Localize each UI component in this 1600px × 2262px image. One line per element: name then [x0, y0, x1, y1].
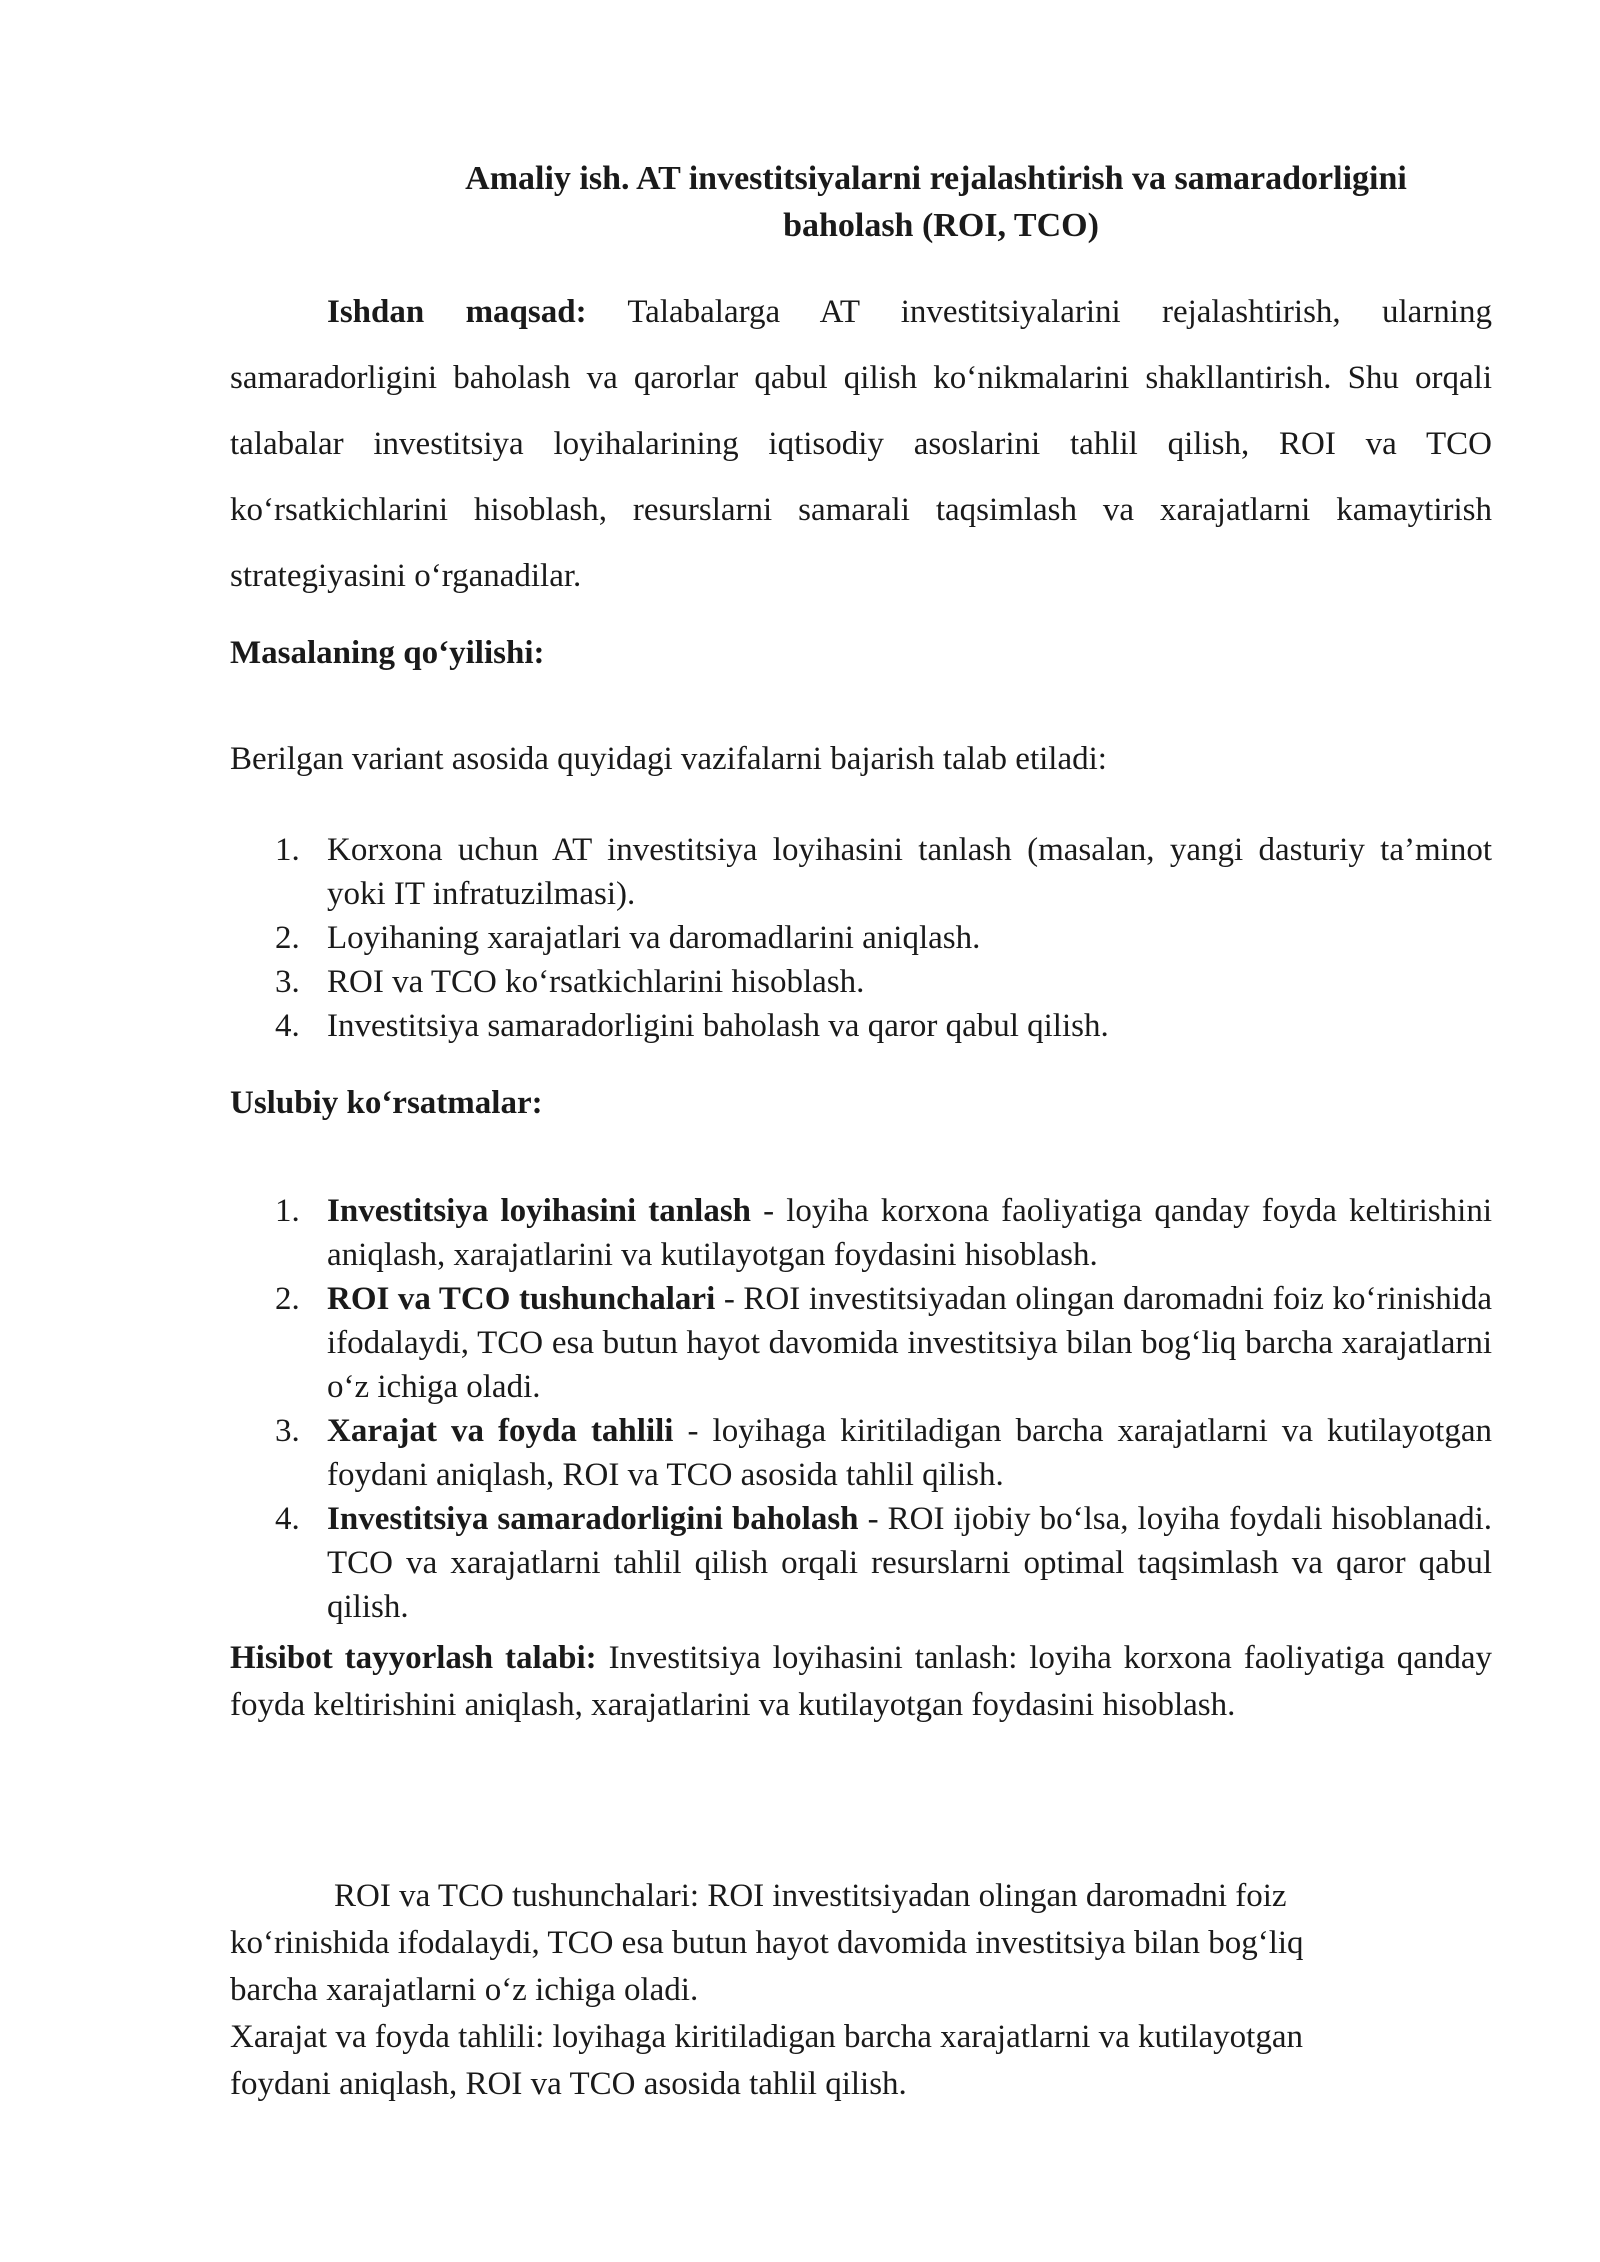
word: xarajatlarni	[326, 1972, 477, 2008]
roi-paragraph	[230, 1873, 1492, 2014]
list-item-text: - ROI ijobiy bo‘lsa, loyiha foydali hisoblanadi. TCO va xarajatlarni tahlil qilish orqali resurslarni optimal taqsimlash va qaror qabul qilish.	[327, 1501, 1492, 1625]
guidelines-heading: Uslubiy ko‘rsatmalar:	[230, 1085, 543, 1121]
list-item-text: ROI va TCO ko‘rsatkichlarini hisoblash.	[327, 964, 865, 1000]
goal-label: Ishdan maqsad:	[327, 294, 587, 330]
word: TCO	[569, 2066, 636, 2102]
cost-line-1: Xarajat va foyda tahlili: loyihaga kiritiladigan barcha xarajatlarni va kutilayotgan	[230, 2019, 1303, 2055]
list-item-number: 2.	[275, 920, 300, 956]
list-item-text: Korxona uchun AT investitsiya loyihasini tanlash (masalan, yangi dasturiy ta’minot yoki IT infratuzilmasi).	[327, 832, 1492, 912]
list-item-number: 1.	[275, 832, 300, 868]
word: aniqlash,	[339, 2066, 458, 2102]
cost-line-2	[230, 2061, 1492, 2108]
list-item-number: 4.	[275, 1501, 300, 1537]
word: qilish.	[825, 2066, 907, 2102]
title-line-1: Amaliy ish. AT investitsiyalarni rejalashtirish va samaradorligini	[465, 160, 1407, 197]
list-item-text: - loyiha korxona faoliyatiga qanday foyda keltirishini aniqlash, xarajatlarini va kutilayotgan foydasini hisoblash.	[327, 1193, 1492, 1273]
word: foydani	[230, 2066, 331, 2102]
word: ichiga	[535, 1972, 616, 2008]
list-item	[230, 1004, 1492, 1048]
list-item-text: - loyihaga kiritiladigan barcha xarajatlarni va kutilayotgan foydani aniqlash, ROI va TCO asosida tahlil qilish.	[327, 1413, 1492, 1493]
report-text: Investitsiya loyihasini tanlash: loyiha korxona faoliyatiga qanday foyda keltirishini aniqlash, xarajatlarini va kutilayotgan foydasini hisoblash.	[230, 1640, 1493, 1723]
list-item-number: 3.	[275, 964, 300, 1000]
list-item-text: Loyihaning xarajatlari va daromadlarini aniqlash.	[327, 920, 981, 956]
list-item	[230, 1409, 1492, 1497]
list-item-number: 2.	[275, 1281, 300, 1317]
list-item	[230, 1189, 1492, 1277]
list-item-number: 4.	[275, 1008, 300, 1044]
list-item	[230, 1497, 1492, 1629]
word: ROI	[465, 2066, 523, 2102]
list-item	[230, 916, 1492, 960]
title-line-2: baholash (ROI, TCO)	[783, 207, 1099, 244]
list-item	[230, 960, 1492, 1004]
list-item-number: 1.	[275, 1193, 300, 1229]
list-item	[230, 828, 1492, 916]
roi-line-3	[230, 1967, 1492, 2014]
roi-line-2: ko‘rinishida ifodalaydi, TCO esa butun hayot davomida investitsiya bilan bog‘liq	[230, 1925, 1304, 1961]
word: va	[530, 2066, 562, 2102]
word: o‘z	[484, 1972, 527, 2008]
report-label: Hisibot tayyorlash talabi:	[230, 1640, 597, 1676]
list-item-term: Investitsiya loyihasini tanlash	[327, 1193, 752, 1229]
word: asosida	[643, 2066, 741, 2102]
list-item-term: Xarajat va foyda tahlili	[327, 1413, 674, 1449]
goal-text: Talabalarga AT investitsiyalarini rejalashtirish, ularning samaradorligini baholash va qarorlar qabul qilish ko‘nikmalarini shakllantirish. Shu orqali talabalar investitsiya loyihalarining iqtisodiy asoslarini tahlil qilish, ROI va TCO ko‘rsatkichlarini hisoblash, resurslarni samarali taqsimlash va xarajatlarni kamaytirish strategiyasini o‘rganadilar.	[230, 294, 1492, 594]
problem-heading: Masalaning qo‘yilishi:	[230, 635, 545, 671]
list-item-text: - ROI investitsiyadan olingan daromadni foiz ko‘rinishida ifodalaydi, TCO esa butun hayot davomida investitsiya bilan bog‘liq barcha xarajatlarni o‘z ichiga oladi.	[327, 1281, 1493, 1405]
list-item	[230, 1277, 1492, 1409]
goal-paragraph	[230, 279, 1492, 609]
list-item-term: ROI va TCO tushunchalari	[327, 1281, 716, 1317]
list-item-term: Investitsiya samaradorligini baholash	[327, 1501, 859, 1537]
report-paragraph	[230, 1635, 1492, 1729]
word: tahlil	[749, 2066, 817, 2102]
task-list	[230, 828, 1492, 1048]
cost-paragraph	[230, 2014, 1492, 2108]
problem-intro: Berilgan variant asosida quyidagi vazifalarni bajarish talab etiladi:	[230, 741, 1107, 777]
roi-line-1: ROI va TCO tushunchalari: ROI investitsiyadan olingan daromadni foiz	[334, 1878, 1287, 1914]
document-title	[230, 155, 1492, 249]
word: barcha	[230, 1972, 318, 2008]
word: oladi.	[623, 1972, 699, 2008]
guidelines-list	[230, 1189, 1492, 1629]
list-item-text: Investitsiya samaradorligini baholash va qaror qabul qilish.	[327, 1008, 1109, 1044]
list-item-number: 3.	[275, 1413, 300, 1449]
